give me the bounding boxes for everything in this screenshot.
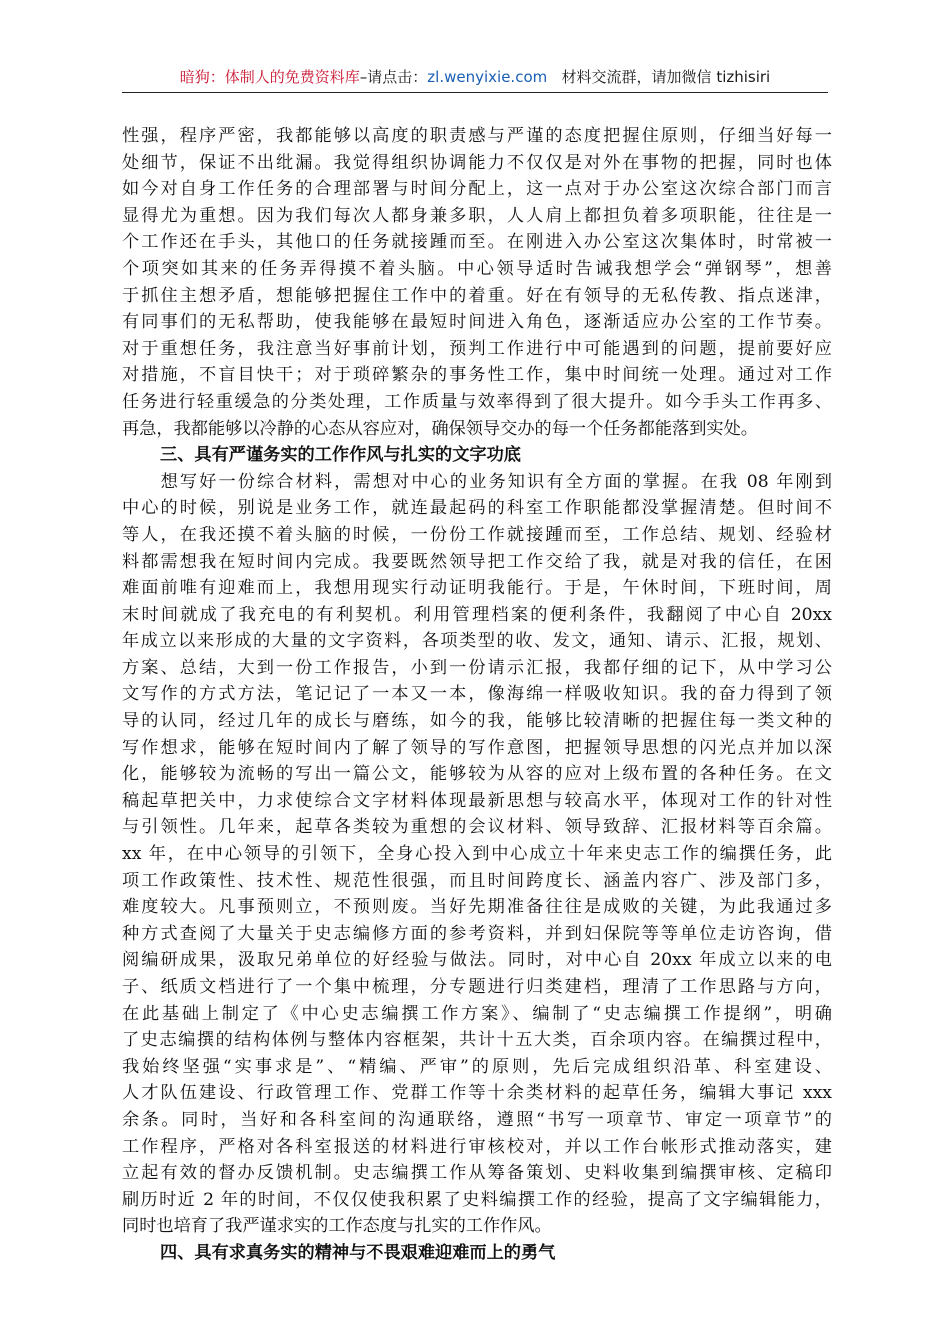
text-line: 于抓住主想矛盾，想能够把握住工作中的着重。好在有领导的无私传教、指点迷津， [122, 285, 832, 306]
text-line: 个项突如其来的任务弄得摸不着头脑。中心领导适时告诫我想学会“弹钢琴”，想善 [122, 258, 832, 279]
page-header [122, 66, 828, 88]
section-heading-3: 三、具有严谨务实的工作作风与扎实的文字功底 [160, 445, 521, 466]
text-line: 如今对自身工作任务的合理部署与时间分配上，这一点对于办公室这次综合部门而言 [122, 179, 832, 200]
text-line: 写作想求，能够在短时间内了解了领导的写作意图，把握领导思想的闪光点并加以深 [122, 737, 832, 758]
text-line: 处细节，保证不出纰漏。我觉得组织协调能力不仅仅是对外在事物的把握，同时也体 [122, 152, 832, 173]
text-line: 在此基础上制定了《中心史志编撰工作方案》、编制了“史志编撰工作提纲”，明确 [122, 1003, 832, 1024]
section-heading-4: 四、具有求真务实的精神与不畏艰难迎难而上的勇气 [160, 1242, 556, 1263]
text-line: 余条。同时，当好和各科室间的沟通联络，遵照“书写一项章节、审定一项章节”的 [122, 1109, 832, 1130]
text-line: 工作程序，严格对各科室报送的材料进行审核校对，并以工作台帐形式推动落实，建 [122, 1136, 832, 1157]
header-divider [122, 92, 828, 93]
text-line: 化，能够较为流畅的写出一篇公文，能够较为从容的应对上级布置的各种任务。在文 [122, 764, 832, 785]
text-line: 同时也培育了我严谨求实的工作态度与扎实的工作作风。 [122, 1216, 552, 1237]
text-line: 中心的时候，别说是业务工作，就连最起码的科室工作职能都没掌握清楚。但时间不 [122, 498, 832, 519]
header-click-prompt: –请点击： [359, 68, 428, 86]
text-line: 个工作还在手头，其他口的任务就接踵而至。在刚进入办公室这次集体时，时常被一 [122, 232, 832, 253]
paragraph-block-b [122, 469, 832, 1240]
paragraph-block-a [122, 123, 832, 442]
text-line: 性强，程序严密，我都能够以高度的职责感与严谨的态度把握住原则，仔细当好每一 [122, 126, 832, 146]
text-line: 种方式查阅了大量关于史志编修方面的参考资料，并到妇保院等等单位走访咨询，借 [122, 923, 832, 944]
text-line: 等人，在我还摸不着头脑的时候，一份份工作就接踵而至，工作总结、规划、经验材 [122, 524, 832, 545]
text-line: 显得尤为重想。因为我们每次人都身兼多职，人人肩上都担负着多项职能，往往是一 [122, 205, 832, 226]
text-line: 人才队伍建设、行政管理工作、党群工作等十余类材料的起草任务，编辑大事记 xxx [122, 1083, 832, 1104]
text-line: 对于重想任务，我注意当好事前计划，预判工作进行中可能遇到的问题，提前要好应 [122, 338, 832, 359]
document-body [122, 123, 832, 1267]
text-line: 想写好一份综合材料，需想对中心的业务知识有全方面的掌握。在我 08 年刚到 [122, 471, 832, 492]
text-line: 文写作的方式方法，笔记记了一本又一本，像海绵一样吸收知识。我的奋力得到了领 [122, 684, 832, 705]
header-group-note: 材料交流群，请加微信 tizhisiri [561, 68, 771, 86]
header-brand: 暗狗：体制人的免费资料库 [179, 68, 360, 86]
text-line: 有同事们的无私帮助，使我能够在最短时间进入角色，逐渐适应办公室的工作节奏。 [122, 312, 832, 333]
text-line: 与引领性。几年来，起草各类较为重想的会议材料、领导致辞、汇报材料等百余篇。 [122, 817, 832, 838]
text-line: 难面前唯有迎难而上，我想用现实行动证明我能行。于是，午休时间，下班时间，周 [122, 578, 832, 599]
text-line: xx 年，在中心领导的引领下，全身心投入到中心成立十年来史志工作的编撰任务，此 [122, 844, 832, 865]
text-line: 刷历时近 2 年的时间，不仅仅使我积累了史料编撰工作的经验，提高了文字编辑能力， [122, 1189, 832, 1210]
text-line: 立起有效的督办反馈机制。史志编撰工作从筹备策划、史料收集到编撰审核、定稿印 [122, 1163, 832, 1184]
text-line: 阅编研成果，汲取兄弟单位的好经验与做法。同时，对中心自 20xx 年成立以来的电 [122, 950, 832, 971]
text-line: 对措施，不盲目快干；对于琐碎繁杂的事务性工作，集中时间统一处理。通过对工作 [122, 365, 832, 386]
text-line: 了史志编撰的结构体例与整体内容框架，共计十五大类，百余项内容。在编撰过程中， [122, 1030, 832, 1051]
text-line: 方案、总结，大到一份工作报告，小到一份请示汇报，我都仔细的记下，从中学习公 [122, 657, 832, 678]
text-line: 年成立以来形成的大量的文字资料，各项类型的收、发文，通知、请示、汇报，规划、 [122, 631, 832, 652]
text-line: 末时间就成了我充电的有利契机。利用管理档案的便利条件，我翻阅了中心自 20xx [122, 604, 832, 625]
text-line: 导的认同，经过几年的成长与磨练，如今的我，能够比较清晰的把握住每一类文种的 [122, 711, 832, 732]
text-line: 稿起草把关中，力求使综合文字材料体现最新思想与较高水平，体现对工作的针对性 [122, 790, 832, 811]
text-line: 再急，我都能够以冷静的心态从容应对，确保领导交办的每一个任务都能落到实处。 [122, 418, 758, 439]
text-line: 项工作政策性、技术性、规范性很强，而且时间跨度长、涵盖内容广、涉及部门多， [122, 870, 832, 891]
text-line: 难度较大。凡事预则立，不预则废。当好先期准备往往是成败的关键，为此我通过多 [122, 897, 832, 918]
header-link[interactable]: zl.wenyixie.com [427, 68, 548, 86]
text-line: 任务进行轻重缓急的分类处理，工作质量与效率得到了很大提升。如今手头工作再多、 [122, 391, 832, 412]
text-line: 料都需想我在短时间内完成。我要既然领导把工作交给了我，就是对我的信任，在困 [122, 551, 832, 572]
text-line: 我始终坚强“实事求是”、“精编、严审”的原则，先后完成组织沿革、科室建设、 [122, 1056, 832, 1077]
text-line: 子、纸质文档进行了一个集中梳理，分专题进行归类建档，理清了工作思路与方向， [122, 977, 832, 997]
